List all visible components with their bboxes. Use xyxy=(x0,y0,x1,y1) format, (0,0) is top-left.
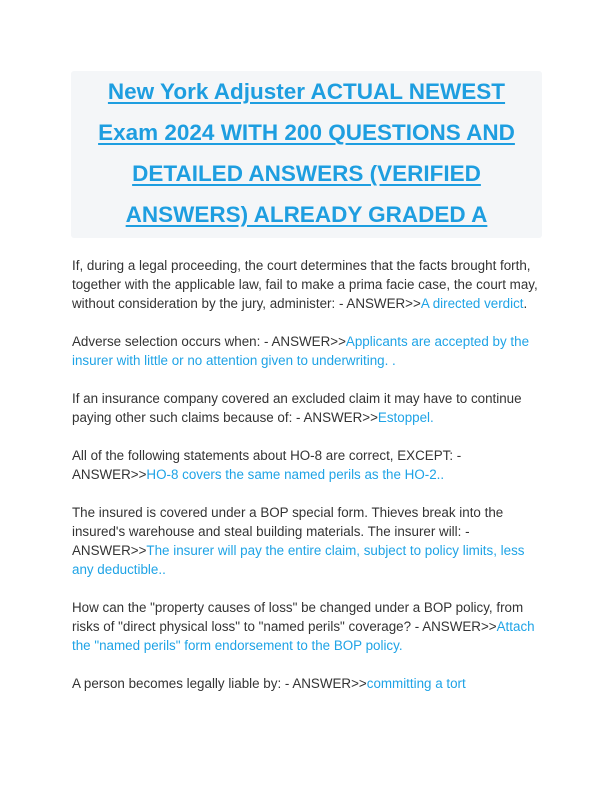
question-text: Adverse selection occurs when: xyxy=(72,334,261,349)
answer-marker: - ANSWER>> xyxy=(281,676,367,691)
qa-item xyxy=(72,332,544,370)
qa-item xyxy=(72,446,544,484)
question-text: If, during a legal proceeding, the court determines that the facts brought forth, together with the applicable law, fail to make a prima facie case, the court may, without consideration by the jury, administer: xyxy=(72,258,538,311)
answer-marker: - ANSWER>> xyxy=(260,334,346,349)
answer-text: A directed verdict xyxy=(420,296,524,311)
answer-text: Estoppel. xyxy=(377,410,434,425)
answer-text: Applicants are accepted by the insurer with little or no attention given to underwriting. . xyxy=(72,334,530,368)
question-text: How can the "property causes of loss" be changed under a BOP policy, from risks of "direct physical loss" to "named perils" coverage? xyxy=(72,600,524,634)
title-line: Exam 2024 WITH 200 QUESTIONS AND xyxy=(98,120,515,145)
answer-marker: - ANSWER>> xyxy=(335,296,421,311)
document-title xyxy=(71,71,542,235)
qa-item xyxy=(72,256,544,313)
answer-text: committing a tort xyxy=(366,676,466,691)
qa-item xyxy=(72,389,544,427)
answer-marker: - ANSWER>> xyxy=(411,619,497,634)
answer-marker: - ANSWER>> xyxy=(292,410,378,425)
question-answer-list xyxy=(72,256,544,712)
question-text: All of the following statements about HO-8 are correct, EXCEPT: xyxy=(72,448,454,463)
answer-text: Attach the "named perils" form endorsement to the BOP policy. xyxy=(72,619,535,653)
title-line: New York Adjuster ACTUAL NEWEST xyxy=(107,79,506,104)
answer-tail: . xyxy=(523,296,528,311)
title-banner xyxy=(71,71,542,238)
answer-text: HO-8 covers the same named perils as the HO-2.. xyxy=(146,467,445,482)
title-line: DETAILED ANSWERS (VERIFIED xyxy=(132,161,481,186)
answer-marker: - ANSWER>> xyxy=(72,448,462,482)
qa-item xyxy=(72,674,544,693)
title-line: ANSWERS) ALREADY GRADED A xyxy=(125,202,488,227)
answer-text: The insurer will pay the entire claim, subject to policy limits, less any deductible.. xyxy=(72,543,525,577)
answer-marker: - ANSWER>> xyxy=(72,524,470,558)
question-text: The insured is covered under a BOP special form. Thieves break into the insured's warehouse and steal building materials. The insurer will: xyxy=(72,505,504,539)
question-text: A person becomes legally liable by: xyxy=(72,676,282,691)
question-text: If an insurance company covered an excluded claim it may have to continue paying other such claims because of: xyxy=(72,391,522,425)
qa-item xyxy=(72,503,544,579)
qa-item xyxy=(72,598,544,655)
